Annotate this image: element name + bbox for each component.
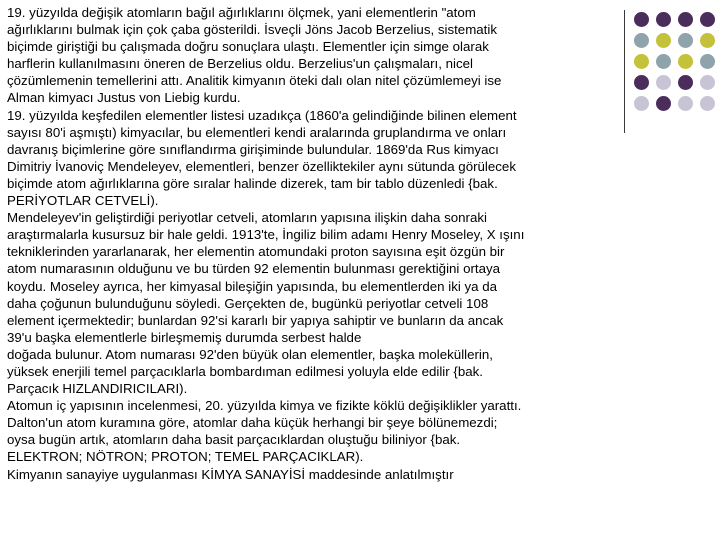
decorative-dot xyxy=(656,96,671,111)
text-line: harflerin kullanılmasını öneren de Berzelius oldu. Berzelius'un çalışmaları, nicel xyxy=(7,56,473,72)
decorative-dot xyxy=(634,75,649,90)
decorative-dot xyxy=(634,33,649,48)
text-line: 19. yüzyılda değişik atomların bağıl ağırlıklarını ölçmek, yani elementlerin "atom xyxy=(7,5,476,20)
text-line: Mendeleyev'in geliştirdiği periyotlar cetveli, atomların yapısına ilişkin daha sonraki xyxy=(7,210,487,226)
text-line: oysa bugün artık, atomların daha basit parçacıklardan oluştuğu biliniyor {bak. xyxy=(7,432,461,448)
text-line: ELEKTRON; NÖTRON; PROTON; TEMEL PARÇACIKLAR). xyxy=(7,449,364,465)
decorative-dot xyxy=(700,54,715,69)
decorative-dot-grid xyxy=(634,12,715,111)
decorative-dot xyxy=(656,54,671,69)
text-line: çözümlemenin temellerini attı. Analitik kimyanın öteki dalı olan nitel çözümlemeyi ise xyxy=(7,73,502,89)
text-line: tekniklerinden yararlanarak, her elementin atomundaki proton sayısına eşit özgün bir xyxy=(7,244,505,260)
text-line: yüksek enerjili temel parçacıklarla bombardıman edilmesi yoluyla elde edilir {bak. xyxy=(7,363,483,379)
text-line: 19. yüzyılda keşfedilen elementler listesi uzadıkça (1860'a gelindiğinde bilinen element xyxy=(7,107,517,123)
body-text xyxy=(7,4,629,483)
text-line: Parçacık HIZLANDIRICILARI). xyxy=(7,381,188,397)
text-line: 39'u başka elementlerle birleşmemiş durumda serbest halde xyxy=(7,329,362,345)
decorative-dot xyxy=(634,54,649,69)
decorative-dot xyxy=(656,12,671,27)
decorative-dot xyxy=(700,75,715,90)
decorative-dot xyxy=(700,33,715,48)
decorative-dot xyxy=(656,75,671,90)
decorative-dot xyxy=(634,96,649,111)
text-line: biçimde atom ağırlıklarına göre sıralar halinde dizerek, tam bir tablo düzenledi {bak. xyxy=(7,175,498,191)
decorative-dot xyxy=(678,33,693,48)
decorative-dot xyxy=(678,75,693,90)
text-line: Atomun iç yapısının incelenmesi, 20. yüzyılda kimya ve fizikte köklü değişiklikler yarattı. xyxy=(7,398,522,414)
text-line: element içermektedir; bunlardan 92'si kararlı bir yapıya sahiptir ve bunların da ancak xyxy=(7,312,504,328)
text-line: araştırmalarla kusursuz bir hale geldi. 1913'te, İngiliz bilim adamı Henry Moseley, X ışını xyxy=(7,227,525,243)
decorative-dot xyxy=(678,12,693,27)
text-line: ağırlıklarını bulmak için çok çaba gösterildi. İsveçli Jöns Jacob Berzelius, sistematik xyxy=(7,22,497,38)
text-line: sayısı 80'i aşmıştı) kimyacılar, bu elementleri kendi aralarında gruplandırma ve onları xyxy=(7,124,507,140)
text-line: Alman kimyacı Justus von Liebig kurdu. xyxy=(7,90,241,106)
decorative-dot xyxy=(678,96,693,111)
text-line: Kimyanın sanayiye uygulanması KİMYA SANAYİSİ maddesinde anlatılmıştır xyxy=(7,466,454,482)
decorative-dot xyxy=(678,54,693,69)
text-line: biçimde giriştiği bu çalışmada doğru sonuçlara ulaştı. Elementler için simge olarak xyxy=(7,39,489,55)
text-line: davranış biçimlerine göre sınıflandırma girişiminde bulundular. 1869'da Rus kimyacı xyxy=(7,141,499,157)
decorative-dot xyxy=(634,12,649,27)
text-line: Dalton'un atom kuramına göre, atomlar daha küçük herhangi bir şeye bölünemezdi; xyxy=(7,415,498,431)
text-line: koydu. Moseley ayrıca, her kimyasal bileşiğin yapısında, bu elementlerden iki ya da xyxy=(7,278,498,294)
decorative-dot xyxy=(700,12,715,27)
decorative-dot xyxy=(656,33,671,48)
text-line: Dimitriy İvanoviç Mendeleyev, elementleri, benzer özelliktekiler aynı sütunda görülecek xyxy=(7,158,516,174)
decorative-dot xyxy=(700,96,715,111)
vertical-divider xyxy=(624,10,625,133)
text-line: daha çoğunun bulunduğunu söyledi. Gerçekten de, bugünkü periyotlar cetveli 108 xyxy=(7,295,489,311)
text-line: PERİYOTLAR CETVELİ). xyxy=(7,193,159,209)
text-line: doğada bulunur. Atom numarası 92'den büyük olan elementler, başka moleküllerin, xyxy=(7,346,493,362)
text-line: atom numarasının olduğunu ve bu türden 92 elementin bulunması gerektiğini ortaya xyxy=(7,261,501,277)
